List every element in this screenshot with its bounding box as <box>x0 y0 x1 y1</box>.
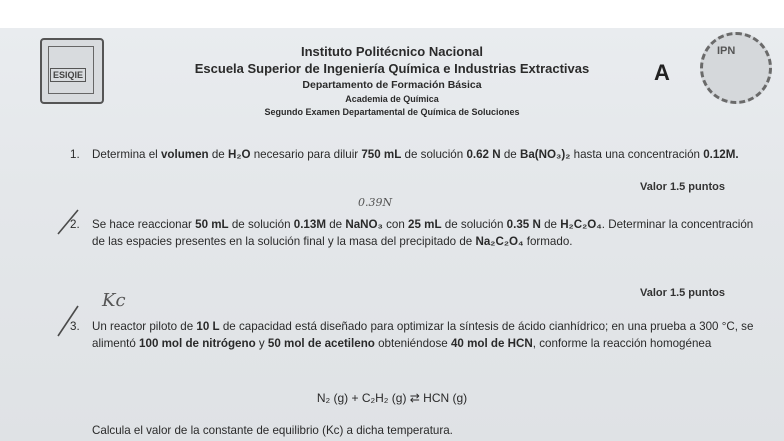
academy-title: Academia de Química <box>345 94 439 104</box>
question-3-fragment: y <box>255 337 268 350</box>
question-2-fragment: Se hace reaccionar <box>92 218 196 231</box>
question-3-fragment: 100 mol de nitrógeno <box>139 337 256 350</box>
question-1-fragment: necesario para diluir <box>250 148 362 161</box>
question-1-fragment: volumen <box>160 148 209 161</box>
question-2-text <box>92 216 754 250</box>
question-2-fragment: 50 mL <box>195 218 229 231</box>
handwritten-note-3: Kc <box>102 290 126 311</box>
logo-left-text: ESIQIE <box>50 68 86 82</box>
question-1-fragment: Ba(NO₃)₂ <box>519 148 571 161</box>
question-2-fragment: de solución <box>441 218 507 231</box>
question-3-fragment: 40 mol de HCN <box>450 337 533 350</box>
question-1-fragment: H₂O <box>227 148 251 161</box>
question-1-text <box>92 146 754 163</box>
school-title: Escuela Superior de Ingeniería Química e Industrias Extractivas <box>194 61 590 76</box>
question-3-fragment: , conforme la reacción homogénea <box>532 337 712 350</box>
question-1-fragment: 0.62 N <box>466 148 501 161</box>
institution-title: Instituto Politécnico Nacional <box>300 44 484 59</box>
question-3-fragment: de capacidad está diseñado para optimizar la síntesis de ácido cianhídrico; en una prueba a 300 °C, se alimentó <box>92 320 754 350</box>
logo-right-text: IPN <box>717 45 736 57</box>
question-1-fragment: de solución <box>401 148 467 161</box>
question-3-text <box>92 318 754 352</box>
question-2-fragment: 0.35 N <box>506 218 541 231</box>
question-1-fragment: hasta una concentración <box>570 148 704 161</box>
question-3-fragment: 10 L <box>196 320 220 333</box>
question-2-fragment: con <box>382 218 409 231</box>
question-1-fragment: de <box>208 148 228 161</box>
question-3-followup: Calcula el valor de la constante de equilibrio (Kc) a dicha temperatura. <box>92 424 453 437</box>
question-1-fragment: 0.12M. <box>703 148 739 161</box>
question-1-fragment: de <box>500 148 520 161</box>
exam-version: A <box>654 60 670 85</box>
question-2-fragment: Na₂C₂O₄ <box>475 235 524 248</box>
question-2-fragment: NaNO₃ <box>345 218 383 231</box>
checkmark-icon <box>56 208 82 236</box>
question-2-fragment: H₂C₂O₄ <box>560 218 602 231</box>
question-3-fragment: 50 mol de acetileno <box>267 337 375 350</box>
question-2-fragment: de solución <box>228 218 294 231</box>
exam-title: Segundo Examen Departamental de Química de Soluciones <box>264 107 520 117</box>
question-1-fragment: Determina el <box>92 148 161 161</box>
question-3-number: 3. <box>70 320 80 333</box>
question-2-fragment: 0.13M <box>293 218 326 231</box>
question-2-fragment: de <box>540 218 561 231</box>
question-2-number: 2. <box>70 218 80 231</box>
question-1-fragment: 750 mL <box>361 148 402 161</box>
question-2-value: Valor 1.5 puntos <box>640 287 725 299</box>
question-2-fragment: 25 mL <box>408 218 442 231</box>
question-1-value: Valor 1.5 puntos <box>640 181 725 193</box>
question-1-number: 1. <box>70 148 80 161</box>
handwritten-note-2: 0.39N <box>358 196 393 209</box>
question-2-fragment: . Determinar la concentración de las espacies presentes en la solución final y la masa del precipitado de <box>92 218 754 248</box>
checkmark-icon <box>56 304 82 338</box>
question-3-fragment: Un reactor piloto de <box>92 320 197 333</box>
question-2-fragment: formado. <box>523 235 573 248</box>
reaction-equation: N₂ (g) + C₂H₂ (g) ⇄ HCN (g) <box>316 391 468 405</box>
department-title: Departamento de Formación Básica <box>302 79 482 91</box>
question-2-fragment: de <box>325 218 346 231</box>
question-3-fragment: obteniéndose <box>374 337 451 350</box>
